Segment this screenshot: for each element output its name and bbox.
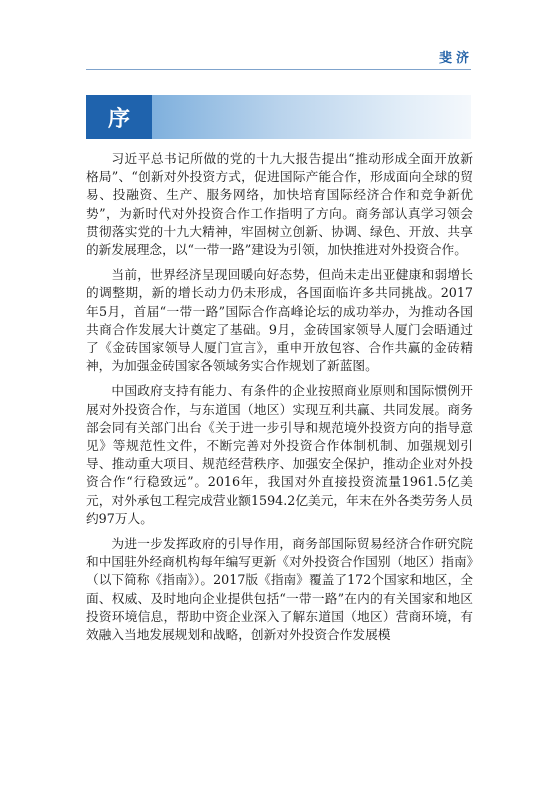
- page-title: 序: [86, 95, 152, 139]
- paragraph: 当前，世界经济呈现回暖向好态势，但尚未走出亚健康和弱增长的调整期，新的增长动力仍未形成，各国面临许多共同挑战。2017年5月，首届“一带一路”国际合作高峰论坛的成功举办，为推动各国共商合作发展大计奠定了基础。9月，金砖国家领导人厦门会晤通过了《金砖国家领导人厦门宣言》，重申开放包容、合作共赢的金砖精神，为加强金砖国家各领域务实合作规划了新蓝图。: [86, 267, 473, 374]
- paragraph: 中国政府支持有能力、有条件的企业按照商业原则和国际惯例开展对外投资合作，与东道国（地区）实现互利共赢、共同发展。商务部会同有关部门出台《关于进一步引导和规范境外投资方向的指导意见》等规范性文件，不断完善对外投资合作体制机制、加强规划引导、推动重大项目、规范经营秩序、加强安全保护，推动企业对外投资合作“行稳致远”。2016年，我国对外直接投资流量1961.5亿美元，对外承包工程完成营业额1594.2亿美元，年末在外各类劳务人员约97万人。: [86, 383, 473, 526]
- body-text: [86, 150, 473, 651]
- paragraph: 习近平总书记所做的党的十九大报告提出“推动形成全面开放新格局”、“创新对外投资方式，促进国际产能合作，形成面向全球的贸易、投融资、生产、服务网络，加快培育国际经济合作和竞争新优势”，为新时代对外投资合作工作指明了方向。商务部认真学习领会贯彻落实党的十九大精神，牢固树立创新、协调、绿色、开放、共享的新发展理念，以“一带一路”建设为引领，加快推进对外投资合作。: [86, 151, 473, 258]
- paragraph: 为进一步发挥政府的引导作用，商务部国际贸易经济合作研究院和中国驻外经商机构每年编写更新《对外投资合作国别（地区）指南》（以下简称《指南》）。2017版《指南》覆盖了172个国家和地区，全面、权威、及时地向企业提供包括“一带一路”在内的有关国家和地区投资环境信息，帮助中资企业深入了解东道国（地区）营商环境，有效融入当地发展规划和战略，创新对外投资合作发展模: [86, 536, 473, 643]
- title-banner: [86, 95, 471, 139]
- section-header-label: 斐济: [438, 51, 473, 66]
- header-divider: [86, 69, 471, 70]
- title-gradient-bar: [152, 95, 471, 139]
